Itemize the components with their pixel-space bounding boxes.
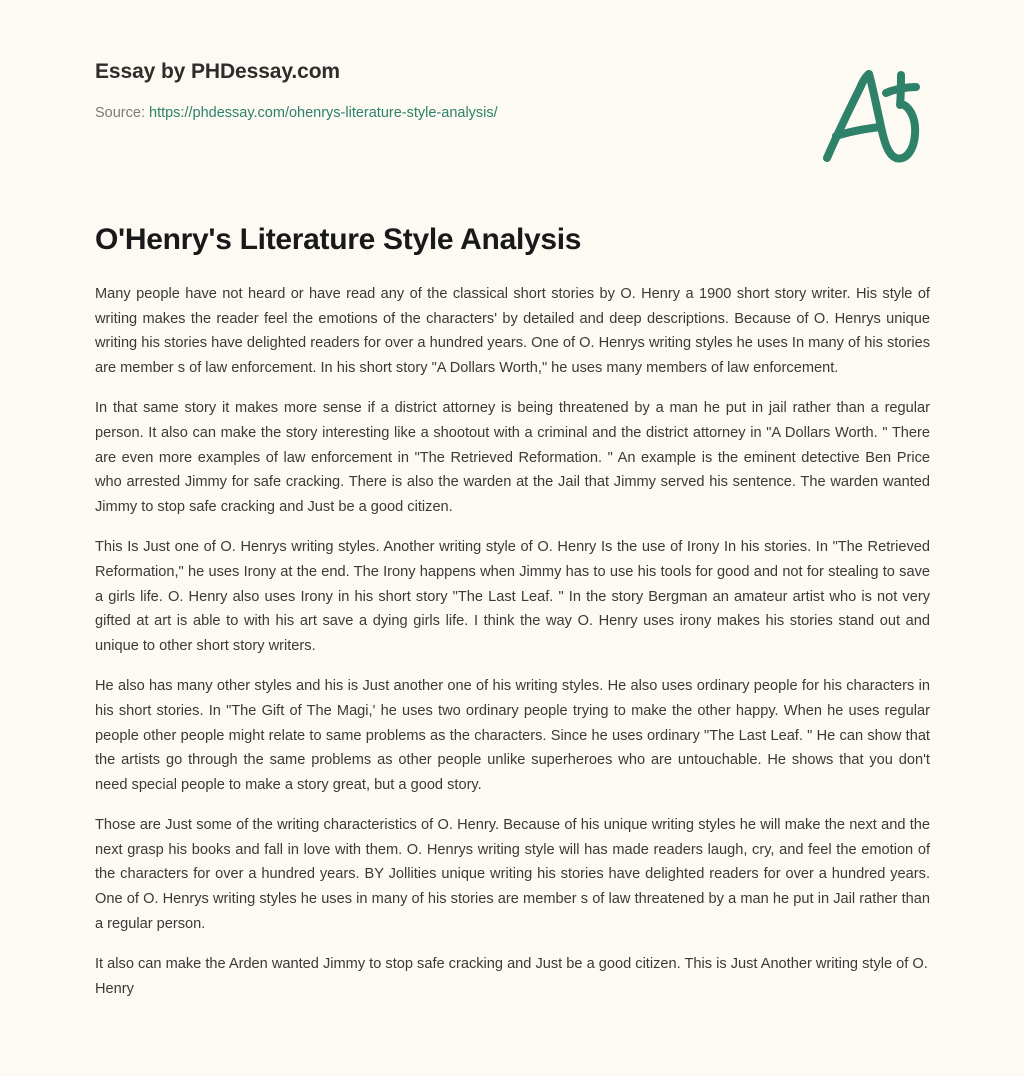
source-label: Source:	[95, 105, 149, 121]
phdessay-a-plus-logo	[816, 62, 928, 167]
essay-paragraph: Many people have not heard or have read any of the classical short stories by O. Henry a 1900 short story writer. His style of writing makes the reader feel the emotions of the characters' by detailed and deep descriptions. Because of O. Henrys unique writing his stories have delighted readers for over a hundred years. One of O. Henrys writing styles he uses In many of his stories are member s of law enforcement. In his short story "A Dollars Worth," he uses many members of law enforcement.	[95, 286, 930, 376]
brand-title: Essay by PHDessay.com	[95, 60, 340, 83]
page-header	[95, 58, 929, 168]
essay-body	[95, 282, 930, 1001]
source-line	[95, 103, 929, 123]
a-plus-icon	[816, 62, 928, 167]
essay-paragraph: This Is Just one of O. Henrys writing styles. Another writing style of O. Henry Is the use of Irony In his stories. In "The Retrieved Reformation," he uses Irony at the end. The Irony happens when Jimmy has to use his tools for good and not for stealing to save a girls life. O. Henry also uses Irony in his short story "The Last Leaf. " In the story Bergman an amateur artist who is not very gifted at art is able to with his art save a dying girls life. I think the way O. Henry uses irony makes his stories stand out and unique to other short story writers.	[95, 539, 930, 654]
source-url-link[interactable]: https://phdessay.com/ohenrys-literature-style-analysis/	[149, 105, 498, 121]
essay-paragraph: It also can make the Arden wanted Jimmy to stop safe cracking and Just be a good citizen. This is Just Another writing style of O. Henry	[95, 956, 928, 997]
essay-paragraph: In that same story it makes more sense if a district attorney is being threatened by a man he put in jail rather than a regular person. It also can make the story interesting like a shootout with a criminal and the district attorney in "A Dollars Worth. " There are even more examples of law enforcement in "The Retrieved Reformation. " An example is the eminent detective Ben Price who arrested Jimmy for safe cracking. There is also the warden at the Jail that Jimmy served his sentence. The warden wanted Jimmy to stop safe cracking and Just be a good citizen.	[95, 400, 930, 515]
essay-paragraph: Those are Just some of the writing characteristics of O. Henry. Because of his unique writing styles he will make the next and the next grasp his books and fall in love with them. O. Henrys writing style will has made readers laugh, cry, and feel the emotion of the characters for over a hundred years. BY Jollities unique writing his stories have delighted readers for over a hundred years. One of O. Henrys writing styles he uses in many of his stories are member s of law threatened by a man he put in Jail rather than a regular person.	[95, 817, 930, 932]
essay-paragraph: He also has many other styles and his is Just another one of his writing styles. He also uses ordinary people for his characters in his short stories. In "The Gift of The Magi,' he uses two ordinary people trying to make the other happy. When he uses regular people other people might relate to same problems as the characters. Since he uses ordinary "The Last Leaf. " He can show that the artists go through the same problems as other people unlike superheroes who are untouchable. He shows that you don't need special people to make a story great, but a good story.	[95, 678, 930, 793]
page-title: O'Henry's Literature Style Analysis	[95, 223, 582, 256]
